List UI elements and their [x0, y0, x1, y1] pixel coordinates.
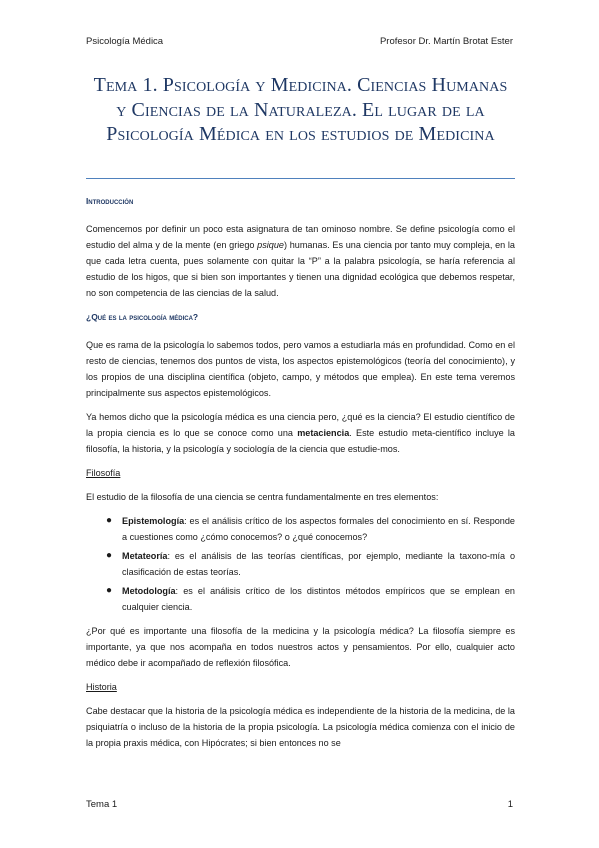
bullet-icon: ●: [106, 585, 113, 596]
list-item: [106, 548, 515, 580]
paragraph-intro: [86, 221, 515, 301]
bold-run: metaciencia: [297, 428, 350, 438]
paragraph-filosofia-2: ¿Por qué es importante una filosofía de la medicina y la psicología médica? La filosofía siempre es importante, ya que nos acompaña en todos nuestros actos y pensamientos. Por ello, cualquier acto médico debe ir acompañado de reflexión filosófica.: [86, 626, 515, 668]
header-professor: Profesor Dr. Martín Brotat Ester: [379, 36, 513, 47]
bold-run: Metateoría: [122, 551, 168, 561]
text-run: ) humanas. Es una ciencia por tanto muy compleja, en la que cada letra cuenta, pues solamente con quitar la “P” a la palabra psicología, se haría referencia al estudio de los higos, que si bien son importantes y tienen una dignidad ecológica que debemos respetar, no son competencia de las ciencias de la salud.: [86, 240, 515, 298]
bullet-icon: ●: [106, 515, 113, 526]
bullet-list: [86, 513, 515, 615]
list-item: [106, 513, 515, 545]
list-item: [106, 583, 515, 615]
page-title: Tema 1. Psicología y Medicina. Ciencias Humanas y Ciencias de la Naturaleza. El lugar de la Psicología Médica en los estudios de Medicina: [93, 74, 508, 145]
subheading-historia: Historia: [86, 682, 117, 692]
section-heading-que-es: ¿Qué es la psicología médica?: [86, 312, 199, 322]
bullet-icon: ●: [106, 550, 113, 561]
page-number: 1: [507, 799, 513, 810]
text-run: Comencemos por definir un poco esta asignatura de tan ominoso nombre. Se define psicología como el estudio del alma y de la mente (en griego: [86, 224, 515, 250]
paragraph-filosofia-1: El estudio de la filosofía de una ciencia se centra fundamentalmente en tres elementos:: [86, 492, 439, 502]
text-run: : es el análisis crítico de los aspectos formales del conocimiento en sí. Responde a cuestiones como ¿cómo conocemos? o ¿qué conocemos?: [122, 516, 515, 542]
header-course: Psicología Médica: [86, 36, 164, 47]
subheading-filosofia: Filosofía: [86, 468, 121, 478]
paragraph-que-es-1: Que es rama de la psicología lo sabemos todos, pero vamos a estudiarla más en profundidad. Como en el resto de ciencias, tenemos dos puntos de vista, los aspectos epistemológicos (teoría del conocimiento), y los propios de una disciplina científica (objeto, campo, y métodos que emplea). En este tema veremos principalmente sus aspectos epistemológicos.: [86, 340, 515, 398]
title-divider: [86, 178, 515, 179]
text-run: : es el análisis crítico de los distintos métodos empíricos que se emplean en cualquier ciencia.: [122, 586, 515, 612]
paragraph-historia-1: Cabe destacar que la historia de la psicología médica es independiente de la historia de la medicina, de la psiquiatría o incluso de la historia de la propia psicología. La psicología médica comienza con el inicio de la propia praxis médica, con Hipócrates; si bien entonces no se: [86, 706, 515, 748]
paragraph-que-es-2: [86, 409, 515, 457]
italic-run: psique: [257, 240, 284, 250]
document-body: [86, 193, 515, 759]
footer-topic: Tema 1: [86, 799, 118, 810]
text-run: . Este estudio meta-científico incluye la filosofía, la historia, y la psicología y sociología de la ciencia que estudie-mos.: [86, 428, 515, 454]
bold-run: Metodología: [122, 586, 176, 596]
text-run: Ya hemos dicho que la psicología médica es una ciencia pero, ¿qué es la ciencia? El estudio científico de la propia ciencia es lo que se conoce como una: [86, 412, 515, 438]
text-run: : es el análisis de las teorías científicas, por ejemplo, mediante la taxono-mía o clasificación de estas teorías.: [122, 551, 515, 577]
section-heading-introduccion: Introducción: [86, 196, 134, 206]
bold-run: Epistemología: [122, 516, 185, 526]
